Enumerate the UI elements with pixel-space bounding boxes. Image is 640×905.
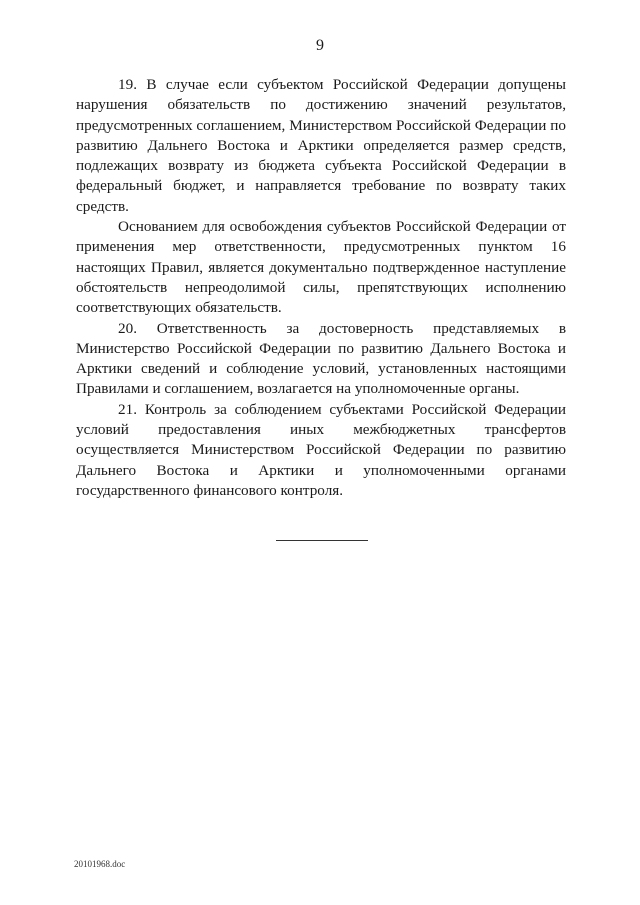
end-of-text-separator (276, 540, 368, 541)
page-number: 9 (316, 37, 324, 54)
paragraph-21: 21. Контроль за соблюдением субъектами Российской Федерации условий предоставления иных межбюджетных трансфертов осуществляется Министерством Российской Федерации по развитию Дальнего Востока и Арктики и уполномоченными органами государственного финансового контроля. (76, 400, 566, 499)
paragraph-liability-exemption: Основанием для освобождения субъектов Российской Федерации от применения мер ответственности, предусмотренных пунктом 16 настоящих Правил, является документально подтвержденное наступление обстоятельств непреодолимой силы, препятствующих исполнению соответствующих обязательств. (76, 218, 566, 317)
paragraph-19: 19. В случае если субъектом Российской Федерации допущены нарушения обязательств по достижению значений результатов, предусмотренных соглашением, Министерством Российской Федерации по развитию Дальнего Востока и Арктики определяется размер средств, подлежащих возврату из бюджета субъекта Российской Федерации в федеральный бюджет, и направляется требование по возврату таких средств. (76, 76, 566, 215)
footer-file-name: 20101968.doc (74, 859, 126, 869)
paragraph-20: 20. Ответственность за достоверность представляемых в Министерство Российской Федерации по развитию Дальнего Востока и Арктики сведений и соблюдение условий, установленных настоящими Правилами и соглашением, возлагается на уполномоченные органы. (76, 319, 566, 398)
document-body (76, 75, 566, 501)
